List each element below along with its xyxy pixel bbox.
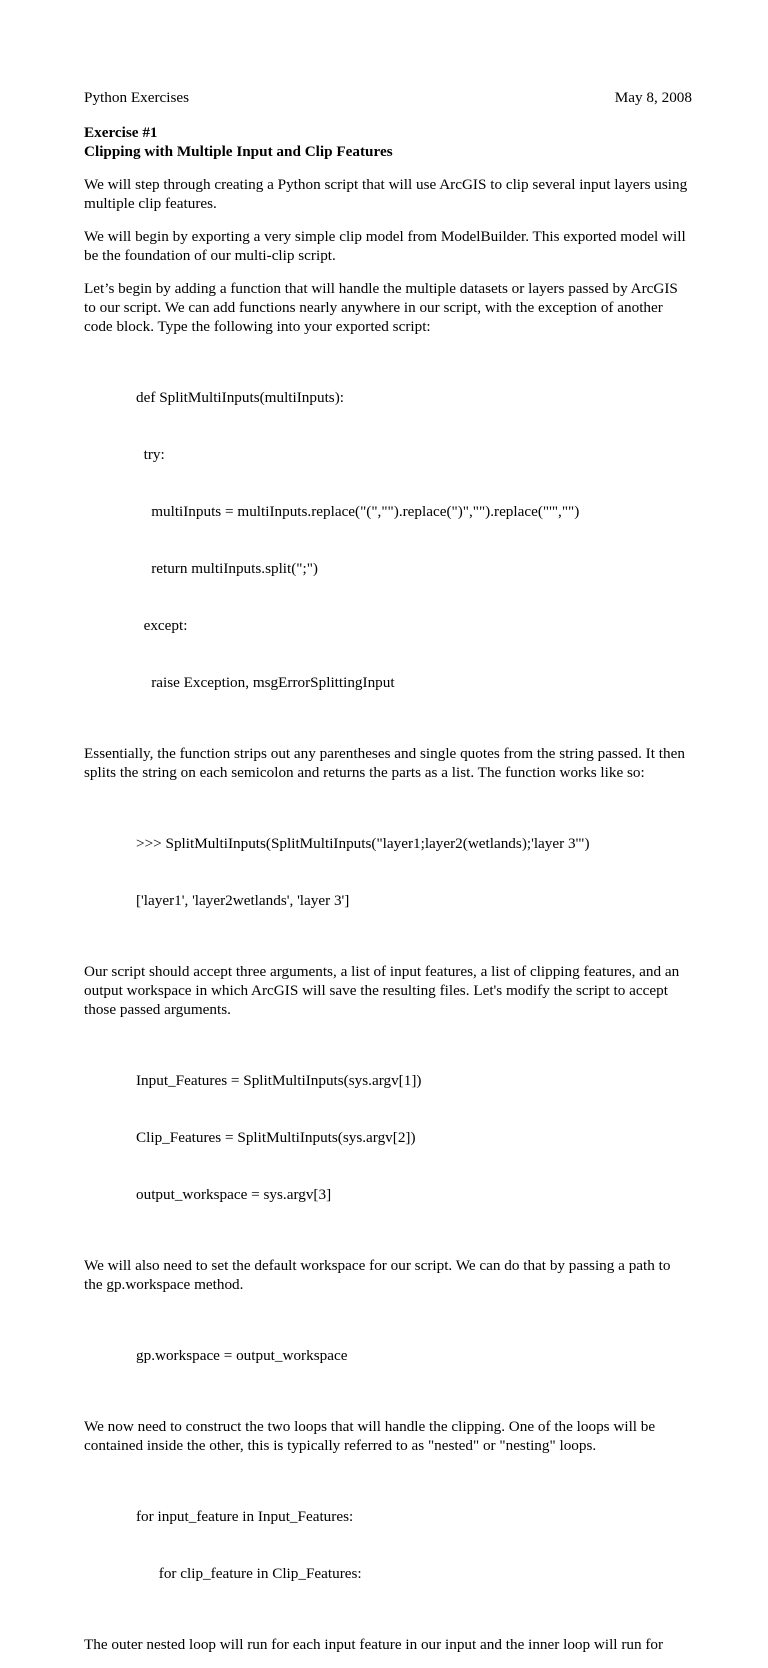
paragraph-loops: We now need to construct the two loops that will handle the clipping. One of the loops will be contained inside the other, this is typically referred to as "nested" or "nesting" loops.: [84, 1418, 656, 1454]
code-line: Clip_Features = SplitMultiInputs(sys.argv[2]): [136, 1129, 416, 1146]
paragraph-intro: We will step through creating a Python script that will use ArcGIS to clip several input layers using multiple clip features.: [84, 176, 688, 212]
exercise-number: Exercise #1: [84, 124, 158, 141]
code-line: for clip_feature in Clip_Features:: [136, 1565, 362, 1582]
paragraph-add-function: Let’s begin by adding a function that will handle the multiple datasets or layers passed by ArcGIS to our script. We can add functions nearly anywhere in our script, with the exception of another code block. Type the following into your exported script:: [84, 280, 678, 335]
code-block-arguments: [136, 1033, 692, 1242]
code-line: try:: [136, 446, 165, 463]
code-line: gp.workspace = output_workspace: [136, 1347, 348, 1364]
exercise-heading: [84, 123, 692, 161]
code-line: >>> SplitMultiInputs(SplitMultiInputs("layer1;layer2(wetlands);'layer 3'"): [136, 835, 590, 852]
paragraph-export-model: We will begin by exporting a very simple clip model from ModelBuilder. This exported model will be the foundation of our multi-clip script.: [84, 228, 686, 264]
code-line: return multiInputs.split(";"): [136, 560, 318, 577]
code-block-example-usage: [136, 796, 692, 948]
paragraph-workspace: We will also need to set the default workspace for our script. We can do that by passing a path to the gp.workspace method.: [84, 1257, 671, 1293]
code-line: output_workspace = sys.argv[3]: [136, 1186, 332, 1203]
paragraph-function-explanation: Essentially, the function strips out any parentheses and single quotes from the string passed. It then splits the string on each semicolon and returns the parts as a list. The function works like so:: [84, 745, 685, 781]
code-line: ['layer1', 'layer2wetlands', 'layer 3']: [136, 892, 350, 909]
code-block-workspace: [136, 1308, 692, 1403]
exercise-title: Clipping with Multiple Input and Clip Features: [84, 143, 393, 160]
code-line: def SplitMultiInputs(multiInputs):: [136, 389, 344, 406]
code-line: Input_Features = SplitMultiInputs(sys.argv[1]): [136, 1072, 422, 1089]
paragraph-loop-explanation: The outer nested loop will run for each input feature in our input and the inner loop will run for: [84, 1636, 664, 1653]
code-line: raise Exception, msgErrorSplittingInput: [136, 674, 395, 691]
code-line: except:: [136, 617, 188, 634]
code-block-split-function: [136, 350, 692, 730]
code-line: for input_feature in Input_Features:: [136, 1508, 354, 1525]
document-header: [84, 88, 692, 107]
code-line: multiInputs = multiInputs.replace("(","").replace(")","").replace("'",""): [136, 503, 580, 520]
code-block-loops: [136, 1469, 692, 1621]
document-page: [84, 88, 692, 1668]
header-date: May 8, 2008: [614, 89, 692, 106]
header-title: Python Exercises: [84, 89, 190, 106]
paragraph-arguments: Our script should accept three arguments, a list of input features, a list of clipping features, and an output workspace in which ArcGIS will save the resulting files. Let's modify the script to accept those passed arguments.: [84, 963, 680, 1018]
